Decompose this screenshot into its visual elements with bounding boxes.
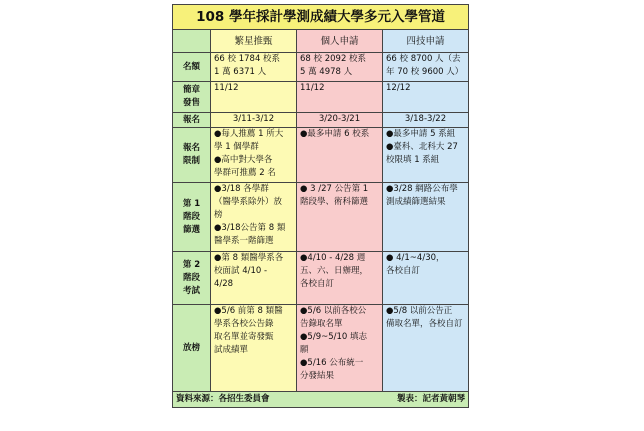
table-title: 108 學年採計學測成績大學多元入學管道 [173,5,469,30]
title-row [173,5,469,30]
table-row-registration [173,113,469,128]
row-label-line: 階段 [182,272,200,283]
cell-line: ●3/18公告第 8 類 [214,223,286,233]
cell-line: 1 萬 6371 人 [214,67,267,77]
cell-line: ●5/16 公布統一 [300,358,364,368]
row-label-line: 放榜 [182,342,200,353]
cell-line: 3/11-3/12 [232,114,275,124]
cell-line: 願 [300,345,309,355]
cell-brochure-1 [211,82,297,113]
cell-registration-3 [383,113,469,128]
cell-line: 66 校 1784 校系 [214,54,281,64]
cell-line: ●最多申請 5 系組 [386,129,456,139]
cell-line: 66 校 8700 人（去 [386,54,461,64]
cell-line: 階段學、術科篩選 [300,197,369,207]
row-label-line: 限制 [182,156,200,166]
corner-cell [173,30,211,53]
footer-source: 資料來源：各招生委員會 [176,394,270,404]
cell-line: ● 3 /27 公告第 1 [300,184,369,194]
cell-brochure-2 [297,82,383,113]
cell-line: 取名單並寄發甄 [214,332,274,342]
row-label-line: 考試 [182,285,200,296]
cell-line: 年 70 校 9600 人） [386,67,464,77]
cell-line: 告錄取名單 [300,319,343,329]
cell-line: 試成績單 [214,345,249,355]
cell-line: ●臺科、北科大 27 [386,142,458,152]
cell-quota-3 [383,53,469,82]
cell-release-3 [383,305,469,392]
cell-line: 4/28 [214,279,234,289]
row-label-registration [173,113,211,128]
row-label-line: 篩選 [182,224,200,235]
table-row-restriction [173,128,469,183]
cell-line: ●5/6 以前各校公 [300,306,367,316]
row-label-restriction [173,128,211,183]
cell-line: 5 萬 4978 人 [300,67,353,77]
admission-table-card [172,4,468,427]
cell-restriction-3 [383,128,469,183]
table-row-stage2 [173,252,469,305]
footer-cell [173,392,469,408]
cell-line: 68 校 2092 校系 [300,54,367,64]
cell-release-2 [297,305,383,392]
column-header-star: 繁星推甄 [211,30,297,53]
column-header-tech: 四技申請 [383,30,469,53]
cell-line: （醫學系除外）放 [214,197,283,207]
cell-line: 11/12 [214,83,239,93]
row-label-brochure [173,82,211,113]
cell-line: 校限填 1 系組 [386,155,440,165]
cell-quota-2 [297,53,383,82]
cell-line: 11/12 [300,83,325,93]
cell-line: 五、六、日辦理， [300,266,369,276]
table-row-release [173,305,469,392]
cell-line: ●3/18 各學群 [214,184,269,194]
cell-stage2-2 [297,252,383,305]
row-label-line: 階段 [182,211,200,222]
cell-line: 12/12 [386,83,411,93]
cell-line: ●最多申請 6 校系 [300,129,370,139]
cell-line: 備取名單，各校自訂 [386,319,463,329]
cell-release-1 [211,305,297,392]
row-label-line: 發售 [182,98,200,108]
cell-line: ●每人推薦 1 所大 [214,129,284,139]
cell-restriction-2 [297,128,383,183]
cell-line: ●4/10 - 4/28 週 [300,253,366,263]
cell-line: 3/20-3/21 [318,114,361,124]
cell-line: 醫學系一階篩選 [214,236,274,246]
cell-line: 學系各校公告錄 [214,319,274,329]
cell-line: 榜 [214,210,223,220]
cell-stage2-1 [211,252,297,305]
row-label-stage1 [173,183,211,252]
table-row-quota [173,53,469,82]
row-label-line: 報名 [182,143,200,153]
cell-line: ●高中對大學各 [214,155,273,165]
table-row-stage1 [173,183,469,252]
cell-line: ●5/9~5/10 填志 [300,332,368,342]
cell-line: ●第 8 類醫學系各 [214,253,284,263]
cell-stage2-3 [383,252,469,305]
row-label-line: 第 2 [182,259,201,270]
cell-line: 各校自訂 [300,279,335,289]
cell-line: ●5/6 前第 8 類醫 [214,306,283,316]
cell-line: 學 1 個學群 [214,142,259,152]
cell-registration-1 [211,113,297,128]
admission-table [172,4,469,408]
table-row-brochure [173,82,469,113]
cell-line: 測成績篩選結果 [386,197,446,207]
cell-line: 校面試 4/10 - [214,266,268,276]
header-row [173,30,469,53]
cell-line: 學群可推薦 2 名 [214,168,276,178]
cell-stage1-1 [211,183,297,252]
cell-registration-2 [297,113,383,128]
cell-line: ●5/8 以前公告正 [386,306,453,316]
cell-line: ●3/28 網路公布學 [386,184,458,194]
cell-line: ● 4/1~4/30， [386,253,445,263]
cell-quota-1 [211,53,297,82]
row-label-release [173,305,211,392]
row-label-quota [173,53,211,82]
cell-brochure-3 [383,82,469,113]
row-label-line: 簡章 [182,85,200,95]
cell-line: 各校自訂 [386,266,421,276]
table-body [173,53,469,392]
column-header-personal: 個人申請 [297,30,383,53]
row-label-line: 報名 [182,114,200,125]
row-label-line: 名額 [182,61,200,72]
cell-line: 3/18-3/22 [404,114,447,124]
cell-line: 分發結果 [300,371,335,381]
row-label-line: 第 1 [182,198,201,209]
cell-restriction-1 [211,128,297,183]
cell-stage1-2 [297,183,383,252]
cell-stage1-3 [383,183,469,252]
row-label-stage2 [173,252,211,305]
footer-row [173,392,469,408]
footer-maker: 製表：記者黃朝琴 [397,394,466,404]
